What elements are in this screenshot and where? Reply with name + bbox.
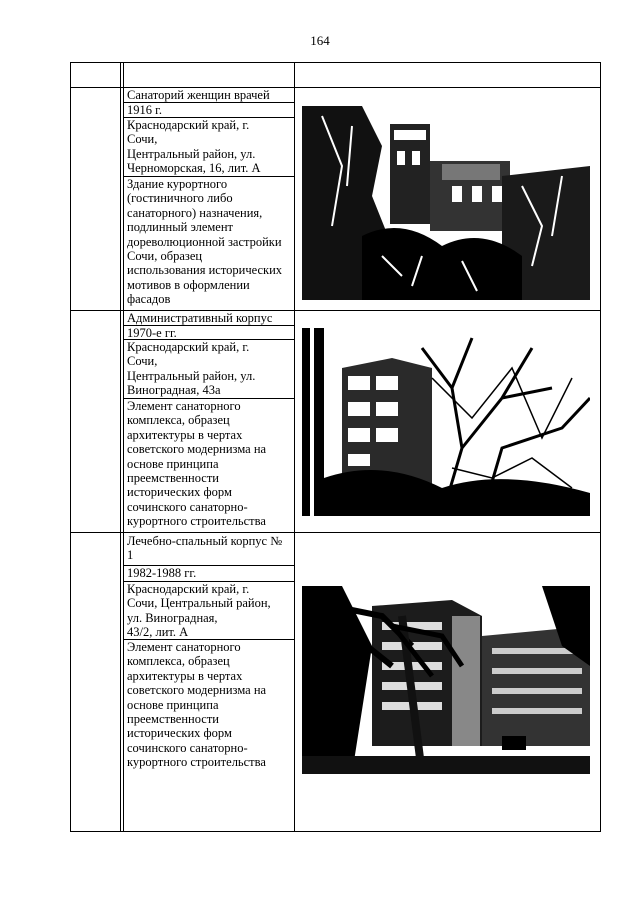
table-top-border (70, 62, 601, 63)
object-date: 1982-1988 гг. (127, 566, 197, 580)
row-2-bottom-border (70, 532, 601, 533)
column-divider-1 (120, 62, 121, 832)
object-name: Лечебно-спальный корпус № 1 (127, 534, 283, 563)
table-right-border (600, 62, 601, 832)
photo-building-3 (302, 586, 590, 774)
object-description: Здание курортного (гостиничного либо санаторного) назначения, подлинный элемент дореволюционной застройки Сочи, образец использования исторических мотивов в оформлении фасадов (127, 177, 283, 307)
table-left-border (70, 62, 71, 832)
object-date: 1916 г. (127, 103, 162, 117)
table-bottom-border (70, 831, 601, 832)
object-date: 1970-е гг. (127, 326, 177, 340)
heritage-objects-table (70, 62, 601, 832)
page-number: 164 (310, 33, 330, 48)
photo-building-2 (302, 328, 590, 516)
object-description: Элемент санаторного комплекса, образец архитектуры в чертах советского модернизма на основе принципа преемственности исторических форм сочинского санаторно- курортного строительства (127, 640, 267, 770)
object-name: Санаторий женщин врачей (127, 88, 270, 102)
object-description: Элемент санаторного комплекса, образец архитектуры в чертах советского модернизма на основе принципа преемственности исторических форм сочинского санаторно- курортного строительства (127, 399, 267, 529)
column-divider-2 (123, 62, 124, 832)
object-address: Краснодарский край, г. Сочи, Центральный район, ул. Виноградная, 43а (127, 340, 256, 398)
object-name: Административный корпус (127, 311, 273, 325)
object-address: Краснодарский край, г. Сочи, Центральный район, ул. Виноградная, 43/2, лит. А (127, 582, 271, 640)
object-address: Краснодарский край, г. Сочи, Центральный район, ул. Черноморская, 16, лит. А (127, 118, 261, 176)
photo-building-1 (302, 106, 590, 300)
